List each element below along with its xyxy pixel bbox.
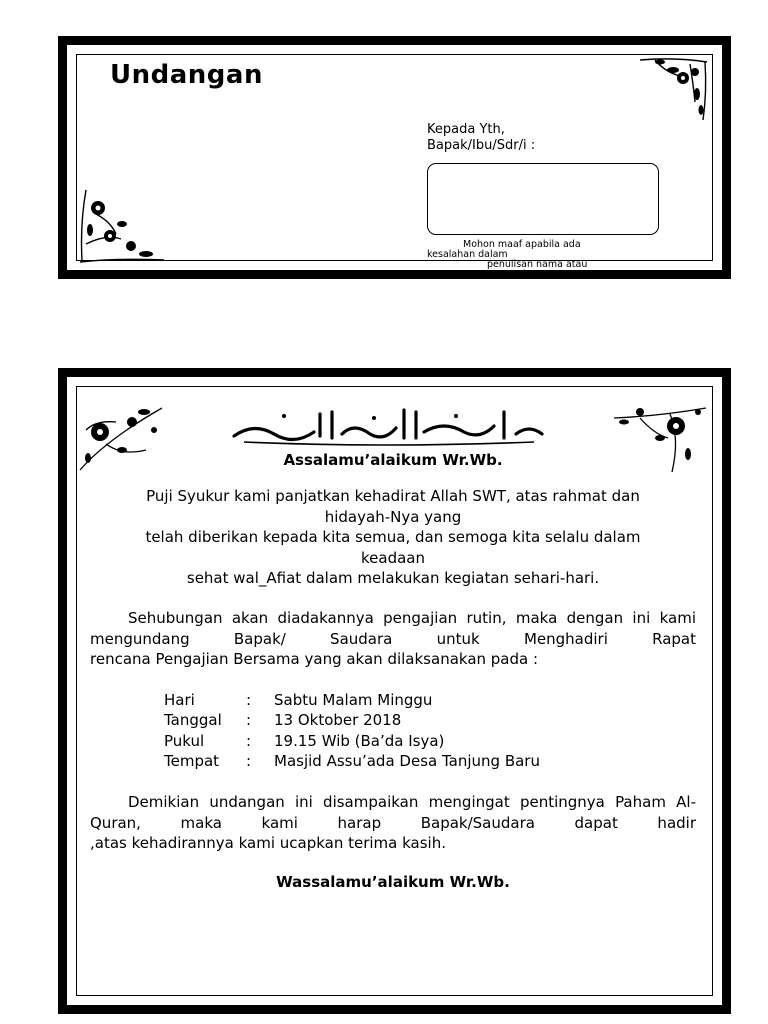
closing-text: Demikian undangan ini disampaikan mengingat pentingnya Paham Al-Quran, maka kami harap Bapak/Saudara dapat hadir <box>90 793 696 832</box>
closing-last-line: ,atas kehadirannya kami ucapkan terima kasih. <box>90 834 447 852</box>
paragraph-closing <box>90 792 696 854</box>
detail-label: Hari <box>164 691 195 709</box>
invitation-letter-card <box>58 368 731 1014</box>
apology-line-4: gelar <box>511 269 536 280</box>
detail-separator: : <box>246 752 252 770</box>
detail-value: Sabtu Malam Minggu <box>274 691 433 709</box>
detail-label: Pukul <box>164 732 205 750</box>
detail-label: Tanggal <box>164 711 222 729</box>
flower-ornament-top-right-icon <box>635 52 713 124</box>
gratitude-line-4: keadaan <box>361 548 425 567</box>
recipient-label <box>427 122 535 154</box>
apology-note <box>427 240 657 280</box>
detail-separator: : <box>246 691 252 709</box>
detail-value: 19.15 Wib (Ba’da Isya) <box>274 732 445 750</box>
gratitude-line-5: sehat wal_Afiat dalam melakukan kegiatan sehari-hari. <box>186 569 600 587</box>
detail-label: Tempat <box>164 752 220 770</box>
invitation-envelope-card <box>58 36 731 279</box>
gratitude-line-2: hidayah-Nya yang <box>324 507 462 526</box>
detail-value: 13 Oktober 2018 <box>274 711 402 729</box>
farewell: Wassalamu’alaikum Wr.Wb. <box>276 873 510 891</box>
paragraph-purpose <box>90 608 696 670</box>
apology-line-3: penulisan nama atau <box>487 259 588 270</box>
recipient-line-1: Kepada Yth, <box>427 122 505 137</box>
purpose-text: Sehubungan akan diadakannya pengajian rutin, maka dengan ini kami mengundang Bapak/ Saudara untuk Menghadiri Rapat <box>90 609 696 648</box>
recipient-name-box <box>427 163 659 235</box>
purpose-last-line: rencana Pengajian Bersama yang akan dilaksanakan pada : <box>90 650 539 668</box>
greeting: Assalamu’alaikum Wr.Wb. <box>283 451 503 469</box>
invitation-title: Undangan <box>110 60 263 90</box>
paragraph-gratitude <box>90 486 696 589</box>
detail-separator: : <box>246 732 252 750</box>
gratitude-line-3: telah diberikan kepada kita semua, dan semoga kita selalu dalam <box>145 528 641 546</box>
apology-line-1: Mohon maaf apabila ada <box>463 239 581 250</box>
flower-ornament-bottom-left-icon <box>76 184 168 266</box>
detail-separator: : <box>246 711 252 729</box>
recipient-line-2: Bapak/Ibu/Sdr/i : <box>427 138 536 153</box>
apology-line-2: kesalahan dalam <box>427 249 508 260</box>
detail-value: Masjid Assu’ada Desa Tanjung Baru <box>274 752 540 770</box>
gratitude-line-1: Puji Syukur kami panjatkan kehadirat Allah SWT, atas rahmat dan <box>146 487 640 505</box>
calligraphy-banner-icon <box>224 404 554 450</box>
